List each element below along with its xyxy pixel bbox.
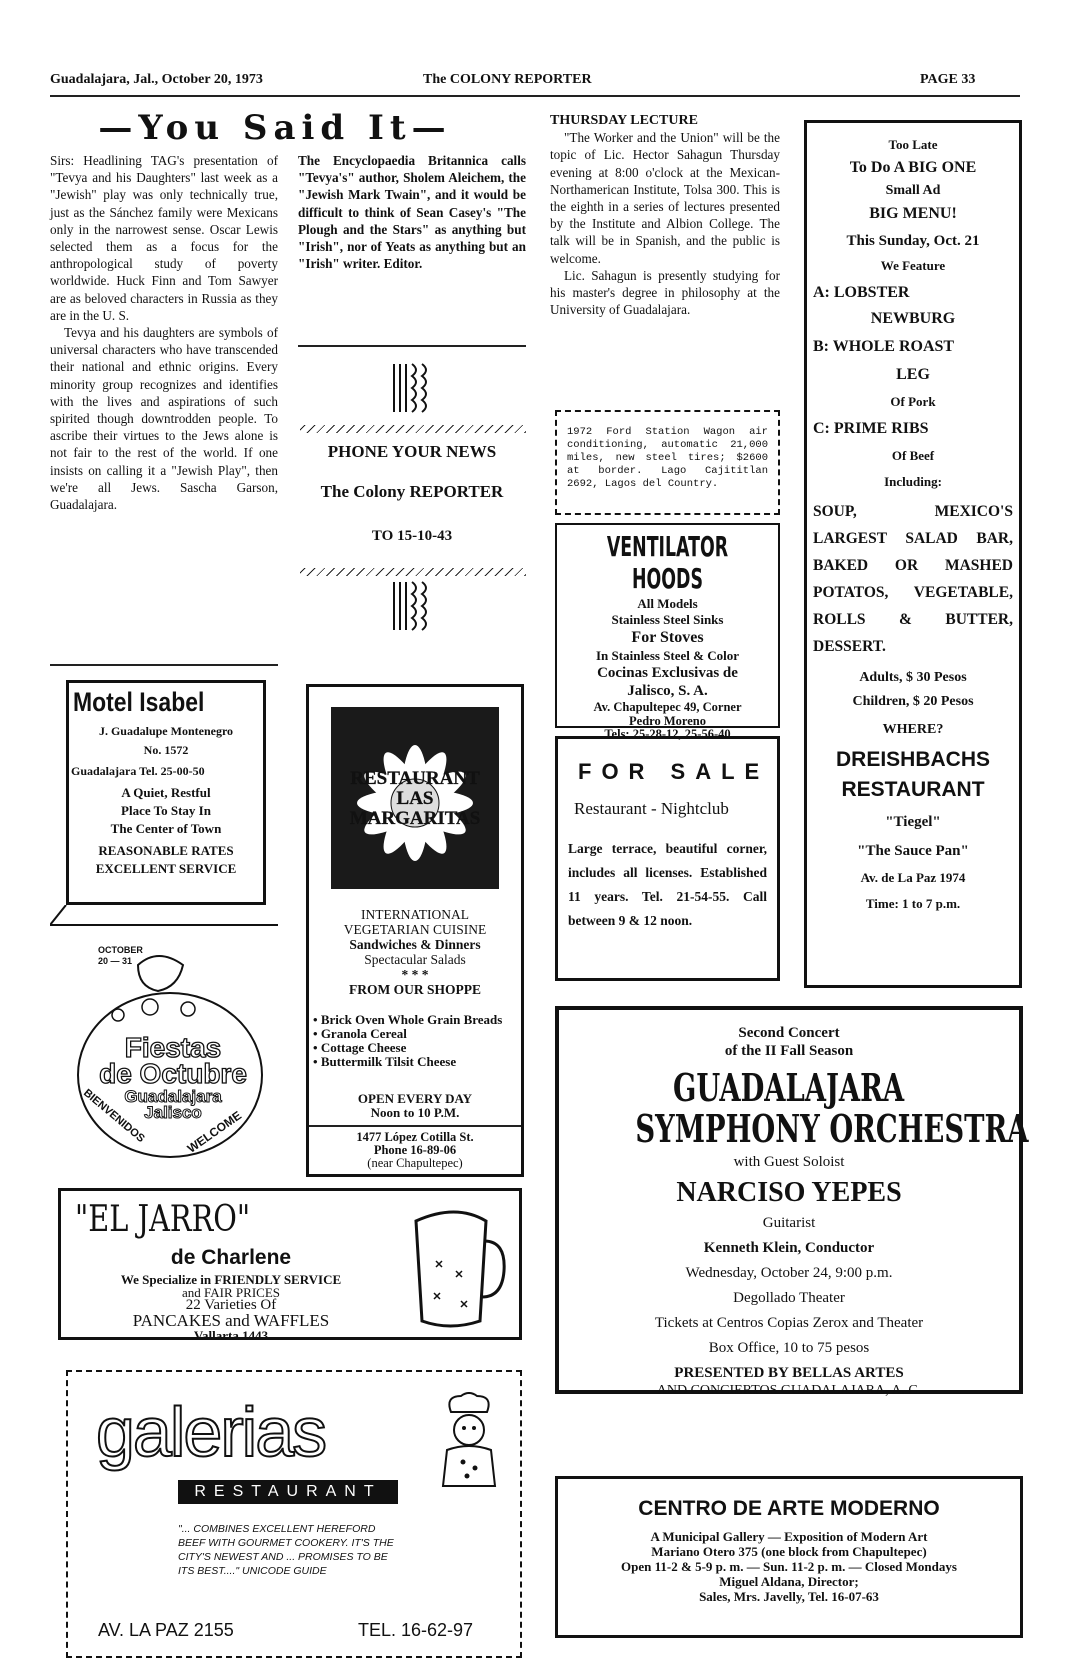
pitcher-icon xyxy=(406,1201,506,1331)
ventilator-line: Jalisco, S. A. xyxy=(627,683,708,699)
symphony-line: Kenneth Klein, Conductor xyxy=(703,1240,875,1256)
ventilator-line: For Stoves xyxy=(631,629,704,646)
ventilator-line: In Stainless Steel & Color xyxy=(596,648,739,663)
dreish-option-b: B: WHOLE ROAST xyxy=(813,338,955,355)
you-said-it-title: —You Said It— xyxy=(98,108,452,148)
ventilator-line: All Models xyxy=(637,596,698,611)
galerias-restaurant: RESTAURANT xyxy=(178,1480,398,1504)
fiestas-de-octubre-logo xyxy=(58,935,273,1170)
shoppe-item: • Brick Oven Whole Grain Breads xyxy=(313,1012,503,1027)
symphony-line: Second Concert xyxy=(738,1025,840,1041)
centro-line: Miguel Aldana, Director; xyxy=(719,1574,859,1589)
el-jarro-line: We Specialize in FRIENDLY SERVICE xyxy=(120,1272,342,1287)
classified-ad xyxy=(555,410,780,515)
fiestas-city: Guadalajara xyxy=(124,1087,222,1106)
shoppe-item: • Granola Cereal xyxy=(313,1026,407,1041)
symphony-line: with Guest Soloist xyxy=(733,1154,845,1170)
fiestas-dates: 20 — 31 xyxy=(98,956,133,966)
for-sale-ad xyxy=(555,736,780,981)
ventilator-line: Pedro Moreno xyxy=(629,714,706,728)
symphony-line: Tickets at Centros Copias Zerox and Theater xyxy=(654,1315,924,1331)
motel-line: REASONABLE RATES xyxy=(98,843,234,858)
page-number: PAGE 33 xyxy=(920,72,976,87)
phone-news-line3: TO 15-10-43 xyxy=(371,528,453,544)
dreish-line: "The Sauce Pan" xyxy=(857,843,969,859)
thursday-lecture xyxy=(550,112,780,318)
dreish-option-c: C: PRIME RIBS xyxy=(813,420,929,437)
motel-line: J. Guadalupe Montenegro xyxy=(98,724,234,738)
paper-name: The COLONY REPORTER xyxy=(423,72,592,87)
page-header xyxy=(50,72,1020,94)
galerias-quote: "... COMBINES EXCELLENT HEREFORD xyxy=(178,1523,376,1535)
fiestas-state: Jalisco xyxy=(144,1103,202,1122)
dreish-line: This Sunday, Oct. 21 xyxy=(846,233,980,249)
galerias-logo: galerias xyxy=(96,1393,326,1471)
galerias-ad xyxy=(66,1370,522,1658)
letter-to-editor xyxy=(50,152,278,513)
symphony-line: Wednesday, October 24, 9:00 p.m. xyxy=(685,1265,893,1281)
divider xyxy=(309,1125,521,1127)
margaritas-address: 1477 López Cotilla St. xyxy=(356,1130,474,1144)
shoppe-item: • Buttermilk Tilsit Cheese xyxy=(313,1054,457,1069)
motel-name: Motel Isabel xyxy=(73,687,205,717)
centro-title: CENTRO DE ARTE MODERNO xyxy=(638,1497,940,1520)
fiestas-title: de Octubre xyxy=(99,1058,247,1089)
dreish-line: Of Pork xyxy=(890,394,936,409)
ventilator-line: Stainless Steel Sinks xyxy=(611,612,724,627)
el-jarro-line: and FAIR PRICES xyxy=(182,1285,280,1300)
ornament-icon xyxy=(390,362,430,414)
symphony-soloist: NARCISO YEPES xyxy=(676,1177,902,1208)
dateline: Guadalajara, Jal., October 20, 1973 xyxy=(50,72,263,87)
las-margaritas-ad xyxy=(306,684,524,1177)
ornament-icon xyxy=(390,580,430,632)
lecture-paragraph: "The Worker and the Union" will be the topic of Lic. Hector Sahagun Thursday evening at 8:00 o'clock at the Mexican-Northamerican Institute, Tolsa 300. This is the eighth in a series of lectures presented by the Institute and Albion College. The talk will be in Spanish, and the public is welcome. xyxy=(550,130,780,266)
symphony-line: Guitarist xyxy=(762,1215,816,1231)
centro-line: Open 11-2 & 5-9 p. m. — Sun. 11-2 p. m. — Closed Mondays xyxy=(621,1559,957,1574)
centro-arte-ad xyxy=(555,1476,1023,1638)
dreish-line: BIG MENU! xyxy=(869,205,957,222)
el-jarro-line: PANCAKES and WAFFLES xyxy=(132,1311,330,1330)
motel-line: A Quiet, Restful xyxy=(121,785,211,800)
ventilator-line: Cocinas Exclusivas de xyxy=(597,665,738,681)
lecture-paragraph: Lic. Sahagun is presently studying for his master's degree in philosophy at the University of Guadalajara. xyxy=(550,267,780,318)
letter-paragraph: Sirs: Headlining TAG's presentation of "Tevya and his Daughters" last week as a "Jewish" play was only technically true, just as the Sánchez family were Mexicans only in the narrowest sense. Oscar Lewis selected them as a focus for the anthropological study of poverty worldwide. Huck Finn and Tom Sawyer are as beloved characters in Russia as they are in the U. S. xyxy=(50,153,278,323)
margaritas-line: INTERNATIONAL xyxy=(361,907,469,922)
margaritas-logo-text: LAS xyxy=(396,788,434,809)
dreish-included: SOUP, MEXICO'S LARGEST SALAD BAR, BAKED OR MASHED POTATOS, VEGETABLE, ROLLS & BUTTER, DESSERT. xyxy=(813,503,1013,655)
classified-text: 1972 Ford Station Wagon air conditioning, automatic 21,000 miles, new steel tires; $2600 at border. Lago Cajititlan 2692, Lagos del Country. xyxy=(567,426,768,490)
dreish-line: Too Late xyxy=(888,137,938,152)
chef-icon xyxy=(433,1392,503,1492)
margaritas-phone: Phone 16-89-06 xyxy=(373,1143,457,1157)
motel-line: Guadalajara Tel. 25-00-50 xyxy=(71,764,205,778)
symphony-ad xyxy=(555,1006,1029,1398)
el-jarro-line: 22 Varieties Of xyxy=(185,1297,277,1313)
motel-frame-corner xyxy=(50,905,278,927)
dreish-line: WHERE? xyxy=(882,722,944,737)
dreish-option-a: A: LOBSTER xyxy=(813,284,910,301)
wavy-rule xyxy=(300,568,526,576)
header-rule xyxy=(50,95,1020,97)
dreish-line: LEG xyxy=(896,366,930,383)
centro-line: Sales, Mrs. Javelly, Tel. 16-07-63 xyxy=(699,1589,879,1604)
el-jarro-ad xyxy=(58,1188,522,1343)
phone-news-line2: The Colony REPORTER xyxy=(320,482,504,501)
for-sale-body: Large terrace, beautiful corner, includes all licenses. Established 11 years. Tel. 21-54-55. Call between 9 & 12 noon. xyxy=(568,841,767,928)
motel-line: The Center of Town xyxy=(110,821,222,836)
symphony-city: GUADALAJARA xyxy=(673,1065,905,1110)
ventilator-line: Tels: 25-28-12, 25-56-40 xyxy=(604,727,731,741)
margaritas-line: FROM OUR SHOPPE xyxy=(349,982,481,997)
dreish-line: Small Ad xyxy=(885,183,941,198)
margaritas-hours: Noon to 10 P.M. xyxy=(370,1105,460,1120)
symphony-orchestra: SYMPHONY ORCHESTRA xyxy=(635,1106,1029,1151)
shoppe-item: • Cottage Cheese xyxy=(313,1040,407,1055)
motel-isabel-ad xyxy=(66,680,266,905)
dreish-line: Adults, $ 30 Pesos xyxy=(859,670,967,685)
dreish-line: Children, $ 20 Pesos xyxy=(852,694,974,709)
for-sale-title: FOR SALE xyxy=(578,759,770,784)
dreish-line: To Do A BIG ONE xyxy=(849,159,977,176)
phone-news-line1: PHONE YOUR NEWS xyxy=(327,442,497,461)
galerias-quote: CITY'S NEWEST AND ... PROMISES TO BE xyxy=(178,1551,388,1563)
divider xyxy=(50,664,278,666)
centro-line: A Municipal Gallery — Exposition of Modern Art xyxy=(650,1529,928,1544)
dreish-name: RESTAURANT xyxy=(841,778,985,801)
symphony-line: AND CONCIERTOS GUADALAJARA, A. C. xyxy=(656,1383,922,1398)
dreish-name: DREISHBACHS xyxy=(835,748,990,771)
margaritas-line: Spectacular Salads xyxy=(364,952,466,967)
dreishbachs-ad xyxy=(804,120,1022,988)
margaritas-logo-text: MARGARITAS xyxy=(349,808,481,829)
el-jarro-sub: de Charlene xyxy=(170,1246,292,1269)
fiestas-dates: OCTOBER xyxy=(98,945,143,955)
el-jarro-line: Vallarta 1443 xyxy=(193,1328,269,1343)
symphony-line: of the II Fall Season xyxy=(724,1043,854,1059)
margaritas-hours: OPEN EVERY DAY xyxy=(357,1091,473,1106)
margaritas-logo xyxy=(331,707,499,889)
motel-line: No. 1572 xyxy=(143,743,189,757)
symphony-line: Box Office, 10 to 75 pesos xyxy=(708,1340,870,1356)
for-sale-subtitle: Restaurant - Nightclub xyxy=(574,799,729,818)
fiestas-bienvenidos: BIENVENIDOS xyxy=(81,1087,147,1145)
dreish-line: Av. de La Paz 1974 xyxy=(860,870,966,885)
margaritas-logo-text: RESTAURANT xyxy=(350,768,480,789)
margaritas-line: * * * xyxy=(401,967,429,982)
symphony-line: Degollado Theater xyxy=(733,1290,845,1306)
symphony-line: PRESENTED BY BELLAS ARTES xyxy=(674,1365,904,1381)
margaritas-line: Sandwiches & Dinners xyxy=(349,937,481,952)
editor-reply: The Encyclopaedia Britannica calls "Tevya's" author, Sholem Aleichem, the "Jewish Mark Twain", and it would be difficult to think of Sean Casey's "The Plough and the Stars" as anything but "Irish", nor of Yeats as anything but an "Irish" writer. Editor. xyxy=(298,153,526,272)
galerias-tel: TEL. 16-62-97 xyxy=(358,1620,474,1640)
ventilator-title: VENTILATOR HOODS xyxy=(606,530,729,595)
wavy-rule xyxy=(300,425,526,433)
dreish-line: NEWBURG xyxy=(870,310,956,327)
margaritas-line: VEGETARIAN CUISINE xyxy=(343,922,487,937)
dreish-line: Time: 1 to 7 p.m. xyxy=(865,896,961,911)
centro-line: Mariano Otero 375 (one block from Chapultepec) xyxy=(651,1544,927,1559)
motel-line: EXCELLENT SERVICE xyxy=(95,861,237,876)
fiestas-title: Fiestas xyxy=(124,1032,222,1063)
galerias-quote: ITS BEST...." UNICODE GUIDE xyxy=(178,1565,327,1577)
dreish-line: Including: xyxy=(884,474,942,489)
divider xyxy=(298,345,526,347)
dreish-line: Of Beef xyxy=(891,448,935,463)
galerias-address: AV. LA PAZ 2155 xyxy=(98,1620,234,1640)
fiestas-welcome: WELCOME xyxy=(184,1108,245,1156)
el-jarro-title: "EL JARRO" xyxy=(75,1199,251,1240)
dreish-line: "Tiegel" xyxy=(885,814,941,830)
galerias-quote: BEEF WITH GOURMET COOKERY. IT'S THE xyxy=(178,1537,394,1549)
lecture-heading: THURSDAY LECTURE xyxy=(550,113,698,128)
ventilator-ad xyxy=(555,523,780,741)
ventilator-line: Av. Chapultepec 49, Corner xyxy=(593,700,742,714)
margaritas-near: (near Chapultepec) xyxy=(367,1156,463,1170)
motel-line: Place To Stay In xyxy=(121,803,211,818)
letter-paragraph: Tevya and his daughters are symbols of universal characters who have transcended their national and ethnic origins. Every minority group recognizes and identifies with the lives and aspirations of such spirited though downtrodden people. To ascribe their virtues to the Jews alone is not fair to the rest of the world. If one insists on calling it a "Jewish Play", then we're all Jews. Sascha Garson, Guadalajara. xyxy=(50,325,278,513)
dreish-line: We Feature xyxy=(880,258,946,273)
